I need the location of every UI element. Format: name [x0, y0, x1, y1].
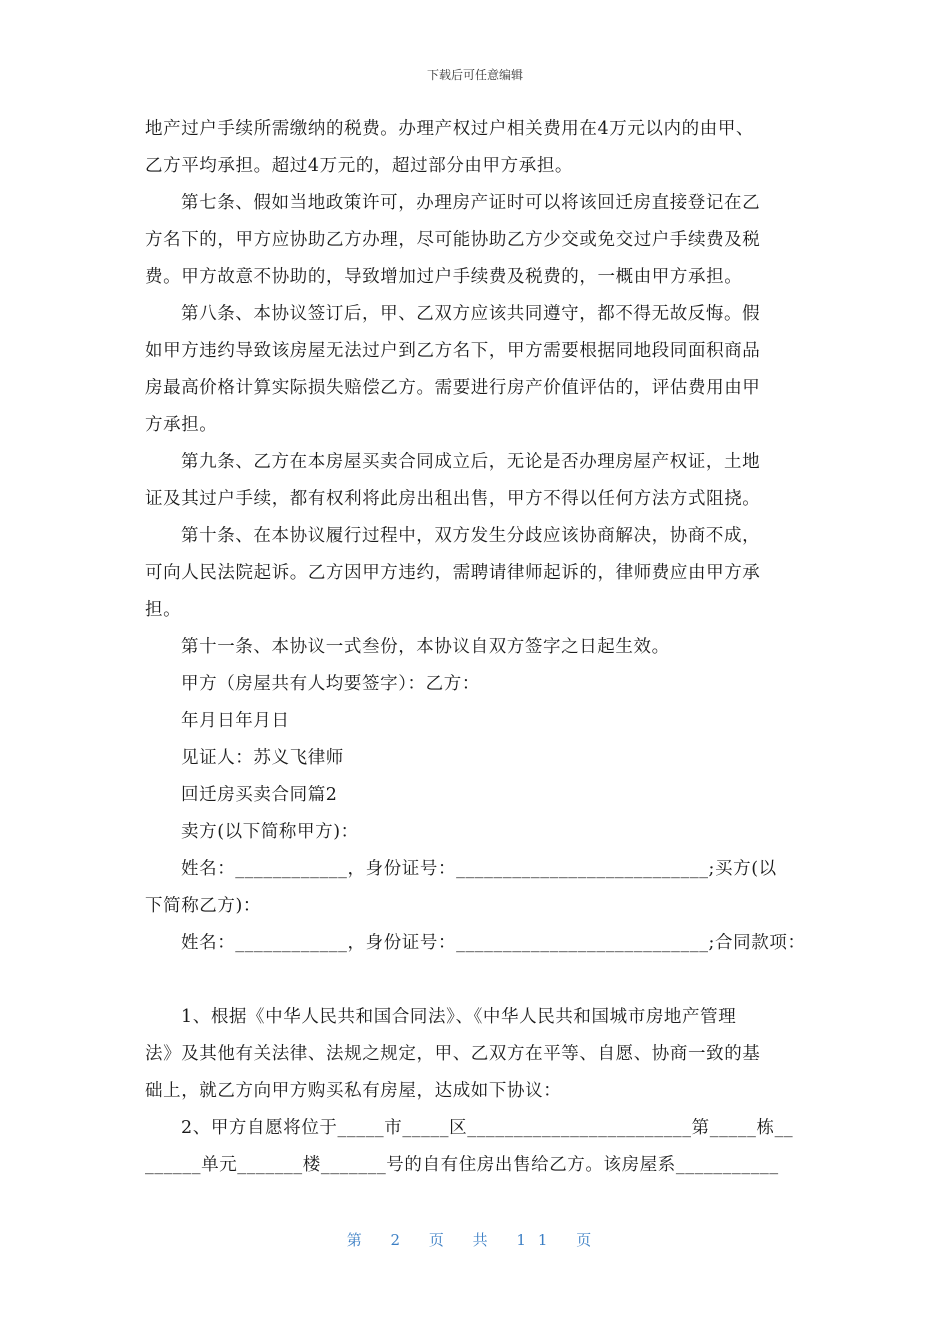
page-header-note: 下载后可任意编辑 — [426, 68, 523, 82]
body-line: 卖方(以下简称甲方)： — [181, 822, 359, 842]
body-line: 见证人：苏义飞律师 — [181, 748, 344, 768]
body-line: 下简称乙方)： — [145, 896, 262, 916]
body-line: 法》及其他有关法律、法规之规定，甲、乙双方在平等、自愿、协商一致的基 — [145, 1044, 761, 1064]
body-line: 乙方平均承担。超过4万元的，超过部分由甲方承担。 — [145, 156, 574, 176]
body-line: 姓名：____________，身份证号：___________________________;合同款项： — [181, 933, 806, 953]
body-line: 证及其过户手续，都有权利将此房出租出售，甲方不得以任何方法方式阻挠。 — [145, 489, 761, 509]
body-line: 甲方（房屋共有人均要签字）：乙方： — [181, 674, 480, 694]
body-line: 方承担。 — [145, 415, 218, 435]
section-title: 回迁房买卖合同篇2 — [181, 785, 338, 805]
body-line: ______单元_______楼_______号的自有住房出售给乙方。该房屋系___________ — [145, 1155, 779, 1175]
body-line: 姓名：____________，身份证号：___________________________;买方(以 — [181, 859, 777, 879]
body-line: 可向人民法院起诉。乙方因甲方违约，需聘请律师起诉的，律师费应由甲方承 — [145, 563, 761, 583]
body-line: 如甲方违约导致该房屋无法过户到乙方名下，甲方需要根据同地段同面积商品 — [145, 341, 761, 361]
body-line: 方名下的，甲方应协助乙方办理，尽可能协助乙方少交或免交过户手续费及税 — [145, 230, 761, 250]
body-line: 年月日年月日 — [181, 711, 290, 731]
body-line: 第十一条、本协议一式叁份，本协议自双方签字之日起生效。 — [181, 637, 670, 657]
page-number-footer: 第 2 页 共 11 页 — [346, 1231, 604, 1249]
body-line: 第九条、乙方在本房屋买卖合同成立后，无论是否办理房屋产权证，土地 — [181, 452, 761, 472]
body-line: 地产过户手续所需缴纳的税费。办理产权过户相关费用在4万元以内的由甲、 — [145, 119, 755, 139]
body-line: 2、甲方自愿将位于_____市_____区________________________第_____栋__ — [181, 1118, 794, 1138]
body-line: 担。 — [145, 600, 182, 620]
body-line: 房最高价格计算实际损失赔偿乙方。需要进行房产价值评估的，评估费用由甲 — [145, 378, 761, 398]
body-line: 第八条、本协议签订后，甲、乙双方应该共同遵守，都不得无故反悔。假 — [181, 304, 761, 324]
body-line: 第七条、假如当地政策许可，办理房产证时可以将该回迁房直接登记在乙 — [181, 193, 761, 213]
body-line: 第十条、在本协议履行过程中，双方发生分歧应该协商解决，协商不成， — [181, 526, 761, 546]
body-line: 费。甲方故意不协助的，导致增加过户手续费及税费的，一概由甲方承担。 — [145, 267, 743, 287]
body-line: 础上，就乙方向甲方购买私有房屋，达成如下协议： — [145, 1081, 562, 1101]
body-line: 1、根据《中华人民共和国合同法》、《中华人民共和国城市房地产管理 — [181, 1007, 737, 1027]
